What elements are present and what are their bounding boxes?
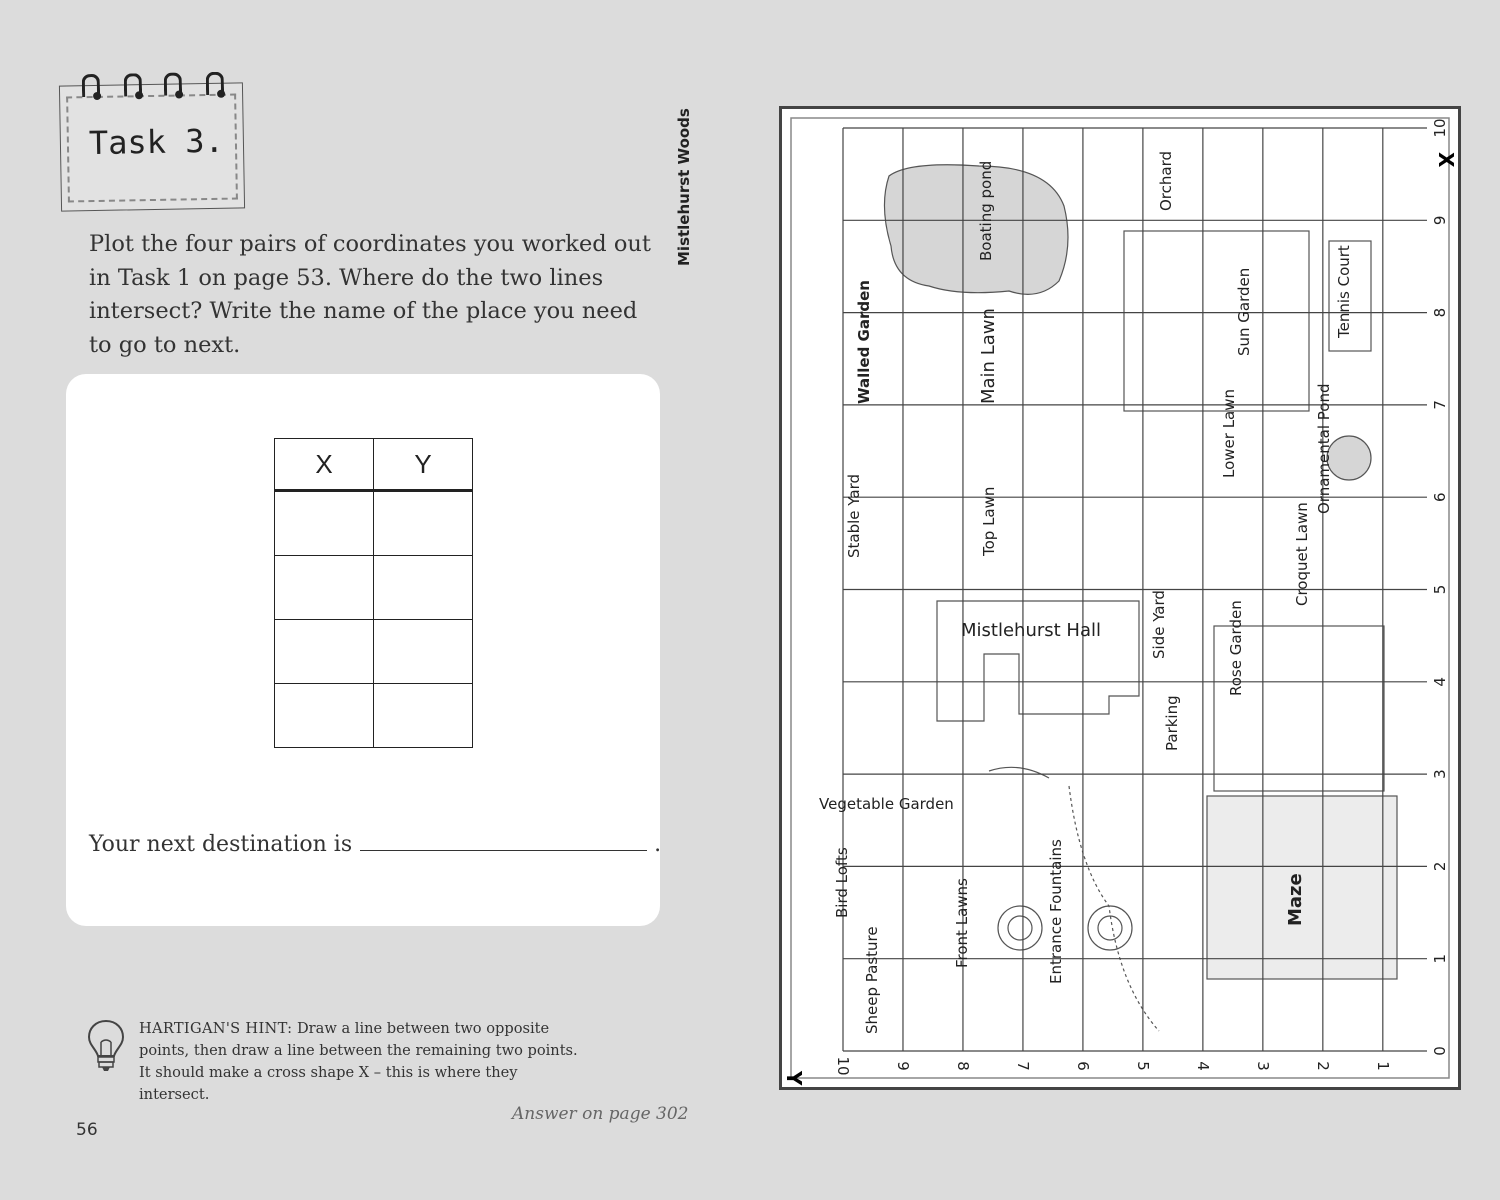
task-instructions: Plot the four pairs of coordinates you worked out in Task 1 on page 53. Where do the two lines intersect? Write the name of the place you need to go to next. <box>89 231 651 358</box>
label-maze: Maze <box>1285 873 1306 926</box>
label-bird-lofts: Bird Lofts <box>833 847 851 918</box>
destination-label: Your next destination is <box>89 832 353 857</box>
label-vegetable: Vegetable Garden <box>819 795 954 813</box>
y-tick-label: 7 <box>1013 1061 1032 1071</box>
page-number: 56 <box>76 1120 98 1140</box>
x-column-header: X <box>275 439 374 491</box>
x-axis-label: X <box>1434 152 1458 168</box>
x-tick-label: 3 <box>1431 769 1449 779</box>
label-front-lawns: Front Lawns <box>953 878 971 968</box>
y-cell[interactable] <box>374 684 473 748</box>
label-boating: Boating pond <box>977 160 995 261</box>
y-tick-label: 2 <box>1313 1061 1332 1071</box>
label-stable: Stable Yard <box>845 474 863 558</box>
x-tick-label: 7 <box>1431 400 1449 410</box>
y-axis-label: Y <box>782 1071 806 1086</box>
y-tick-label: 6 <box>1073 1061 1092 1071</box>
label-sheep: Sheep Pasture <box>863 926 881 1034</box>
lightbulb-icon <box>86 1018 126 1074</box>
x-cell[interactable] <box>275 684 374 748</box>
y-tick-label: 3 <box>1253 1061 1272 1071</box>
label-top-lawn: Top Lawn <box>980 486 998 556</box>
table-row <box>275 491 473 556</box>
x-cell[interactable] <box>275 620 374 684</box>
label-walled: Walled Garden <box>855 280 873 404</box>
label-ornamental: Ornamental Pond <box>1315 383 1333 514</box>
binder-hole-icon <box>175 90 183 98</box>
label-woods: Mistlehurst Woods <box>675 108 693 266</box>
label-sun-garden: Sun Garden <box>1235 267 1253 356</box>
hint-text <box>139 1018 579 1106</box>
hint-title: HARTIGAN'S HINT: <box>139 1020 293 1037</box>
y-tick-label: 8 <box>953 1061 972 1071</box>
estate-map <box>675 106 1461 1090</box>
task-title: Task 3. <box>88 121 225 163</box>
label-croquet: Croquet Lawn <box>1293 502 1311 606</box>
y-tick-label: 5 <box>1133 1061 1152 1071</box>
y-tick-label: 4 <box>1193 1061 1212 1071</box>
y-tick-label: 10 <box>834 1056 852 1076</box>
label-fountains: Entrance Fountains <box>1047 839 1065 984</box>
y-column-header: Y <box>374 439 473 491</box>
x-tick-label: 10 <box>1431 118 1449 138</box>
table-row <box>275 556 473 620</box>
y-cell[interactable] <box>374 556 473 620</box>
y-cell[interactable] <box>374 491 473 556</box>
x-tick-label: 4 <box>1431 677 1449 687</box>
x-tick-label: 8 <box>1431 307 1449 318</box>
task-tag <box>59 82 245 211</box>
table-row <box>275 620 473 684</box>
binder-hole-icon <box>217 90 225 98</box>
x-tick-label: 6 <box>1431 492 1449 502</box>
y-cell[interactable] <box>374 620 473 684</box>
label-rose: Rose Garden <box>1227 600 1245 696</box>
label-main-lawn: Main Lawn <box>978 308 999 404</box>
destination-suffix: . <box>654 832 662 857</box>
hint-body: Draw a line between two opposite points, then draw a line between the remaining two points. It should make a cross shape X – this is where they intersect. <box>139 1020 578 1103</box>
label-parking: Parking <box>1163 695 1181 751</box>
answer-reference: Answer on page 302 <box>512 1104 689 1124</box>
ornamental-pond <box>1327 436 1371 480</box>
table-row <box>275 684 473 748</box>
x-tick-label: 1 <box>1431 953 1449 964</box>
label-tennis: Tennis Court <box>1335 245 1353 338</box>
x-tick-label: 9 <box>1431 215 1449 226</box>
coordinates-table <box>274 438 473 748</box>
label-orchard: Orchard <box>1157 150 1175 211</box>
label-hall: Mistlehurst Hall <box>961 620 1101 641</box>
destination-line <box>89 830 661 857</box>
destination-blank[interactable] <box>360 830 647 851</box>
y-tick-label: 9 <box>893 1061 912 1071</box>
x-cell[interactable] <box>275 491 374 556</box>
y-tick-label: 1 <box>1373 1061 1392 1071</box>
x-tick-label: 0 <box>1431 1046 1449 1056</box>
x-tick-label: 5 <box>1431 584 1449 595</box>
x-tick-label: 2 <box>1431 861 1449 872</box>
label-lower-lawn: Lower Lawn <box>1220 388 1238 478</box>
x-cell[interactable] <box>275 556 374 620</box>
label-side-yard: Side Yard <box>1150 590 1168 659</box>
